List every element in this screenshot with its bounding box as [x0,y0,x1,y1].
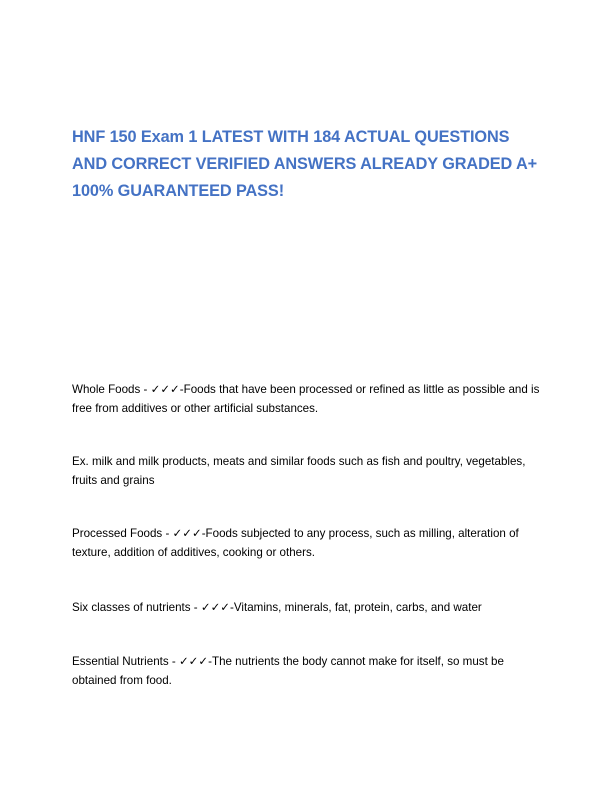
entry-definition: -The nutrients the body cannot make for itself, so must be obtained from food. [72,655,504,687]
entry-definition: -Foods that have been processed or refined as little as possible and is free from additives or other artificial substances. [72,383,540,415]
entry-term: Essential Nutrients - [72,655,179,668]
qa-entry-processed-foods [72,524,542,562]
qa-entry-example [72,452,542,490]
entry-term: Processed Foods - [72,527,173,540]
check-marks-icon: ✓✓✓ [150,382,180,396]
qa-entry-six-classes [72,598,542,617]
entry-definition: -Vitamins, minerals, fat, protein, carbs, and water [230,601,482,614]
entry-term: Whole Foods - [72,383,151,396]
document-title: HNF 150 Exam 1 LATEST WITH 184 ACTUAL QUESTIONS AND CORRECT VERIFIED ANSWERS ALREADY GRADED A+ 100% GUARANTEED PASS! [72,128,538,200]
qa-entry-whole-foods [72,380,542,418]
entry-term: Six classes of nutrients - [72,601,201,614]
check-marks-icon: ✓✓✓ [172,526,202,540]
check-marks-icon: ✓✓✓ [178,654,209,668]
check-marks-icon: ✓✓✓ [200,600,231,614]
entry-definition: -Foods subjected to any process, such as milling, alteration of texture, addition of additives, cooking or others. [72,527,519,559]
qa-entry-essential-nutrients [72,652,542,690]
entry-text: Ex. milk and milk products, meats and similar foods such as fish and poultry, vegetables, fruits and grains [72,455,526,487]
